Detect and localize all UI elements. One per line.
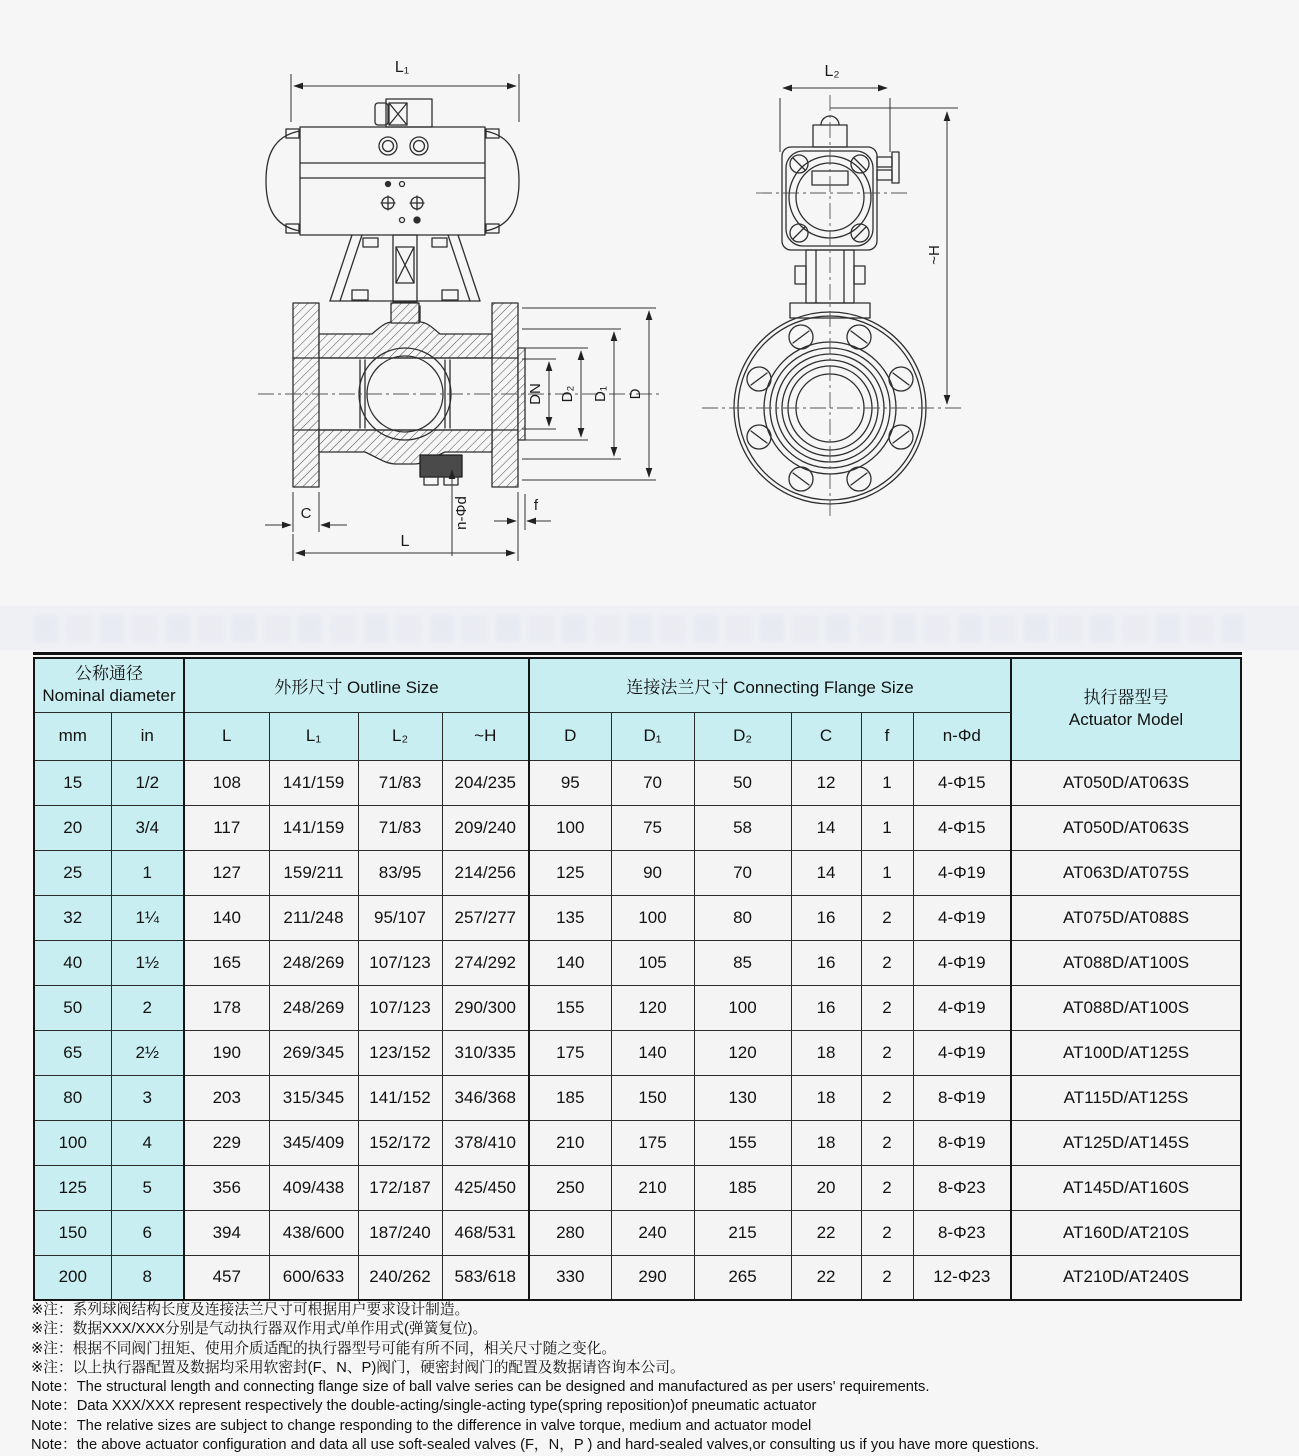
table-cell: 214/256	[442, 850, 529, 895]
dim-label-n-phi-d: n-Φd	[453, 496, 470, 530]
table-cell: AT063D/AT075S	[1011, 850, 1241, 895]
col-L2: L₂	[358, 712, 442, 760]
table-cell: 1/2	[111, 760, 184, 805]
table-cell: 100	[611, 895, 694, 940]
dim-label-d: D	[627, 388, 644, 400]
table-cell: 105	[611, 940, 694, 985]
table-row	[34, 850, 1241, 895]
table-cell: 250	[529, 1165, 611, 1210]
table-cell: 155	[529, 985, 611, 1030]
table-cell: 107/123	[358, 940, 442, 985]
table-cell: 185	[529, 1075, 611, 1120]
table-cell: 257/277	[442, 895, 529, 940]
table-cell: 2	[861, 1165, 913, 1210]
table-cell: 130	[694, 1075, 791, 1120]
table-cell: 8-Φ19	[913, 1075, 1011, 1120]
table-cell: 141/152	[358, 1075, 442, 1120]
table-cell: 85	[694, 940, 791, 985]
table-row	[34, 940, 1241, 985]
table-cell: 4-Φ19	[913, 895, 1011, 940]
col-D: D	[529, 712, 611, 760]
table-cell: 140	[184, 895, 269, 940]
table-cell: 2½	[111, 1030, 184, 1075]
table-cell: 248/269	[269, 985, 358, 1030]
table-cell: 1¼	[111, 895, 184, 940]
table-cell: 120	[694, 1030, 791, 1075]
table-cell: 140	[529, 940, 611, 985]
table-cell: 425/450	[442, 1165, 529, 1210]
table-cell: AT050D/AT063S	[1011, 805, 1241, 850]
header-actuator-model	[1011, 658, 1241, 760]
table-cell: 165	[184, 940, 269, 985]
table-cell: 290	[611, 1255, 694, 1300]
table-cell: 290/300	[442, 985, 529, 1030]
table-cell: 70	[694, 850, 791, 895]
table-cell: 438/600	[269, 1210, 358, 1255]
table-row	[34, 760, 1241, 805]
table-row	[34, 1255, 1241, 1300]
table-cell: 5	[111, 1165, 184, 1210]
header-nominal-zh: 公称通径	[75, 664, 143, 684]
table-cell: AT115D/AT125S	[1011, 1075, 1241, 1120]
table-cell: 6	[111, 1210, 184, 1255]
table-cell: 16	[791, 940, 861, 985]
table-cell: 100	[694, 985, 791, 1030]
table-cell: 141/159	[269, 760, 358, 805]
table-cell: 4-Φ19	[913, 940, 1011, 985]
table-cell: AT088D/AT100S	[1011, 940, 1241, 985]
table-cell: 229	[184, 1120, 269, 1165]
table-cell: 583/618	[442, 1255, 529, 1300]
table-cell: 16	[791, 985, 861, 1030]
table-cell: 159/211	[269, 850, 358, 895]
table-row	[34, 1210, 1241, 1255]
table-cell: 95	[529, 760, 611, 805]
table-cell: 175	[611, 1120, 694, 1165]
table-cell: 18	[791, 1075, 861, 1120]
flange-bolt	[420, 455, 462, 477]
note-line: Note：Data XXX/XXX represent respectively the double-acting/single-acting type(spring reposition)of pneumatic actuator	[31, 1398, 817, 1415]
table-cell: 107/123	[358, 985, 442, 1030]
table-cell: 330	[529, 1255, 611, 1300]
table-cell: 32	[34, 895, 111, 940]
table-row	[34, 805, 1241, 850]
table-cell: 240/262	[358, 1255, 442, 1300]
col-f: f	[861, 712, 913, 760]
table-cell: 22	[791, 1210, 861, 1255]
notes-section	[31, 1301, 1281, 1455]
front-view-drawing	[702, 63, 964, 516]
note-line: ※注：数据XXX/XXX分别是气动执行器双作用式/单作用式(弹簧复位)。	[31, 1321, 488, 1338]
table-cell: 4	[111, 1120, 184, 1165]
table-cell: 8-Φ19	[913, 1120, 1011, 1165]
actuator-end-view	[782, 116, 899, 318]
header-group-row	[34, 658, 1241, 712]
table-cell: 209/240	[442, 805, 529, 850]
table-cell: 1	[861, 805, 913, 850]
table-cell: 1	[861, 850, 913, 895]
table-cell: 135	[529, 895, 611, 940]
table-row	[34, 1075, 1241, 1120]
table-cell: 8	[111, 1255, 184, 1300]
table-cell: 2	[111, 985, 184, 1030]
table-cell: 100	[34, 1120, 111, 1165]
col-H: ~H	[442, 712, 529, 760]
table-cell: 100	[529, 805, 611, 850]
table-cell: 269/345	[269, 1030, 358, 1075]
table-cell: 356	[184, 1165, 269, 1210]
table-cell: 120	[611, 985, 694, 1030]
table-cell: 125	[529, 850, 611, 895]
table-cell: 210	[611, 1165, 694, 1210]
table-cell: 2	[861, 1120, 913, 1165]
dim-label-l1: L₁	[394, 59, 410, 76]
table-cell: AT160D/AT210S	[1011, 1210, 1241, 1255]
table-cell: 117	[184, 805, 269, 850]
dim-label-dn: DN	[527, 383, 544, 405]
dim-label-l2: L₂	[824, 63, 840, 80]
table-cell: 4-Φ19	[913, 850, 1011, 895]
table-cell: 274/292	[442, 940, 529, 985]
table-cell: 14	[791, 805, 861, 850]
spec-table-wrap	[33, 652, 1242, 1301]
table-cell: 18	[791, 1120, 861, 1165]
solenoid-block	[375, 99, 432, 127]
table-cell: 4-Φ15	[913, 805, 1011, 850]
table-cell: 71/83	[358, 805, 442, 850]
table-cell: 70	[611, 760, 694, 805]
table-cell: 215	[694, 1210, 791, 1255]
table-cell: 240	[611, 1210, 694, 1255]
table-cell: 200	[34, 1255, 111, 1300]
table-cell: 155	[694, 1120, 791, 1165]
table-cell: 16	[791, 895, 861, 940]
table-cell: 211/248	[269, 895, 358, 940]
table-row	[34, 1165, 1241, 1210]
table-cell: 58	[694, 805, 791, 850]
table-cell: 80	[694, 895, 791, 940]
table-cell: 90	[611, 850, 694, 895]
table-cell: 3/4	[111, 805, 184, 850]
table-cell: 203	[184, 1075, 269, 1120]
table-cell: 394	[184, 1210, 269, 1255]
col-C: C	[791, 712, 861, 760]
table-row	[34, 1030, 1241, 1075]
table-cell: 310/335	[442, 1030, 529, 1075]
col-L1: L₁	[269, 712, 358, 760]
side-view-drawing	[258, 59, 662, 561]
col-mm: mm	[34, 712, 111, 760]
table-cell: 50	[34, 985, 111, 1030]
table-cell: 280	[529, 1210, 611, 1255]
table-cell: AT145D/AT160S	[1011, 1165, 1241, 1210]
table-cell: 185	[694, 1165, 791, 1210]
table-cell: 8-Φ23	[913, 1165, 1011, 1210]
table-cell: 12-Φ23	[913, 1255, 1011, 1300]
table-cell: 248/269	[269, 940, 358, 985]
table-cell: 40	[34, 940, 111, 985]
col-D2: D₂	[694, 712, 791, 760]
table-cell: 80	[34, 1075, 111, 1120]
dim-label-c: C	[300, 505, 312, 522]
table-cell: 8-Φ23	[913, 1210, 1011, 1255]
col-in: in	[111, 712, 184, 760]
table-cell: 2	[861, 940, 913, 985]
table-cell: 14	[791, 850, 861, 895]
table-cell: 4-Φ15	[913, 760, 1011, 805]
table-cell: 265	[694, 1255, 791, 1300]
table-cell: 20	[34, 805, 111, 850]
table-cell: 378/410	[442, 1120, 529, 1165]
table-cell: 152/172	[358, 1120, 442, 1165]
header-outline-size: 外形尺寸 Outline Size	[184, 658, 529, 712]
table-cell: 204/235	[442, 760, 529, 805]
table-cell: 1½	[111, 940, 184, 985]
table-cell: 83/95	[358, 850, 442, 895]
note-line: Note：the above actuator configuration and data all use soft-sealed valves (F，N，P ) and hard-sealed valves,or consulting us if you have more questions.	[31, 1437, 1040, 1454]
table-cell: 65	[34, 1030, 111, 1075]
dim-label-l: L	[400, 533, 410, 550]
table-cell: 210	[529, 1120, 611, 1165]
spec-table	[33, 657, 1242, 1301]
table-cell: 4-Φ19	[913, 1030, 1011, 1075]
table-cell: 108	[184, 760, 269, 805]
table-cell: 2	[861, 1030, 913, 1075]
table-cell: AT088D/AT100S	[1011, 985, 1241, 1030]
table-cell: 3	[111, 1075, 184, 1120]
table-cell: 345/409	[269, 1120, 358, 1165]
table-cell: AT125D/AT145S	[1011, 1120, 1241, 1165]
table-cell: 2	[861, 1210, 913, 1255]
table-cell: 2	[861, 895, 913, 940]
table-row	[34, 985, 1241, 1030]
table-cell: 50	[694, 760, 791, 805]
col-D1: D₁	[611, 712, 694, 760]
table-cell: 20	[791, 1165, 861, 1210]
dim-label-f: f	[533, 497, 539, 514]
table-cell: 2	[861, 985, 913, 1030]
table-cell: 190	[184, 1030, 269, 1075]
header-actuator-en: Actuator Model	[1068, 710, 1184, 730]
table-cell: AT100D/AT125S	[1011, 1030, 1241, 1075]
table-cell: 172/187	[358, 1165, 442, 1210]
valve-body	[293, 303, 525, 487]
table-cell: 123/152	[358, 1030, 442, 1075]
table-cell: 2	[861, 1075, 913, 1120]
table-cell: 346/368	[442, 1075, 529, 1120]
table-cell: AT075D/AT088S	[1011, 895, 1241, 940]
table-cell: 150	[611, 1075, 694, 1120]
header-nominal-diameter	[34, 658, 184, 712]
table-cell: 12	[791, 760, 861, 805]
table-cell: 187/240	[358, 1210, 442, 1255]
table-cell: 315/345	[269, 1075, 358, 1120]
note-line: Note：The structural length and connecting flange size of ball valve series can be designed and manufactured as per users' requirements.	[31, 1379, 930, 1396]
table-cell: 175	[529, 1030, 611, 1075]
table-cell: 2	[861, 1255, 913, 1300]
table-cell: 95/107	[358, 895, 442, 940]
table-cell: 409/438	[269, 1165, 358, 1210]
table-cell: 125	[34, 1165, 111, 1210]
mounting-bracket	[330, 235, 480, 302]
col-n-phi-d: n-Φd	[913, 712, 1011, 760]
watermark-band	[0, 606, 1299, 650]
table-cell: 15	[34, 760, 111, 805]
technical-drawing	[0, 0, 1299, 600]
table-row	[34, 1120, 1241, 1165]
table-row	[34, 895, 1241, 940]
table-cell: 468/531	[442, 1210, 529, 1255]
dim-label-h: ~H	[926, 245, 943, 265]
col-L: L	[184, 712, 269, 760]
dim-label-d1: D₁	[592, 386, 609, 402]
table-cell: 150	[34, 1210, 111, 1255]
table-cell: 457	[184, 1255, 269, 1300]
table-cell: 1	[861, 760, 913, 805]
header-actuator-zh: 执行器型号	[1083, 688, 1169, 708]
header-flange-size: 连接法兰尺寸 Connecting Flange Size	[529, 658, 1011, 712]
table-cell: 140	[611, 1030, 694, 1075]
table-cell: 141/159	[269, 805, 358, 850]
note-line: ※注：系列球阀结构长度及连接法兰尺寸可根据用户要求设计制造。	[31, 1302, 470, 1318]
table-cell: 71/83	[358, 760, 442, 805]
actuator-body	[266, 127, 519, 235]
note-line: Note：The relative sizes are subject to change responding to the difference in valve torque, medium and actuator model	[31, 1417, 812, 1434]
table-cell: 600/633	[269, 1255, 358, 1300]
table-cell: 178	[184, 985, 269, 1030]
table-cell: 25	[34, 850, 111, 895]
table-cell: 4-Φ19	[913, 985, 1011, 1030]
table-cell: 18	[791, 1030, 861, 1075]
table-cell: 127	[184, 850, 269, 895]
table-cell: AT210D/AT240S	[1011, 1255, 1241, 1300]
table-cell: 75	[611, 805, 694, 850]
table-cell: 22	[791, 1255, 861, 1300]
dim-label-d2: D₂	[559, 385, 576, 403]
header-nominal-en: Nominal diameter	[42, 686, 176, 706]
note-line: ※注：以上执行器配置及数据均采用软密封(F、N、P)阀门，硬密封阀门的配置及数据请咨询本公司。	[31, 1359, 685, 1376]
table-cell: 1	[111, 850, 184, 895]
table-cell: AT050D/AT063S	[1011, 760, 1241, 805]
note-line: ※注：根据不同阀门扭矩、使用介质适配的执行器型号可能有所不同，相关尺寸随之变化。	[31, 1340, 617, 1357]
